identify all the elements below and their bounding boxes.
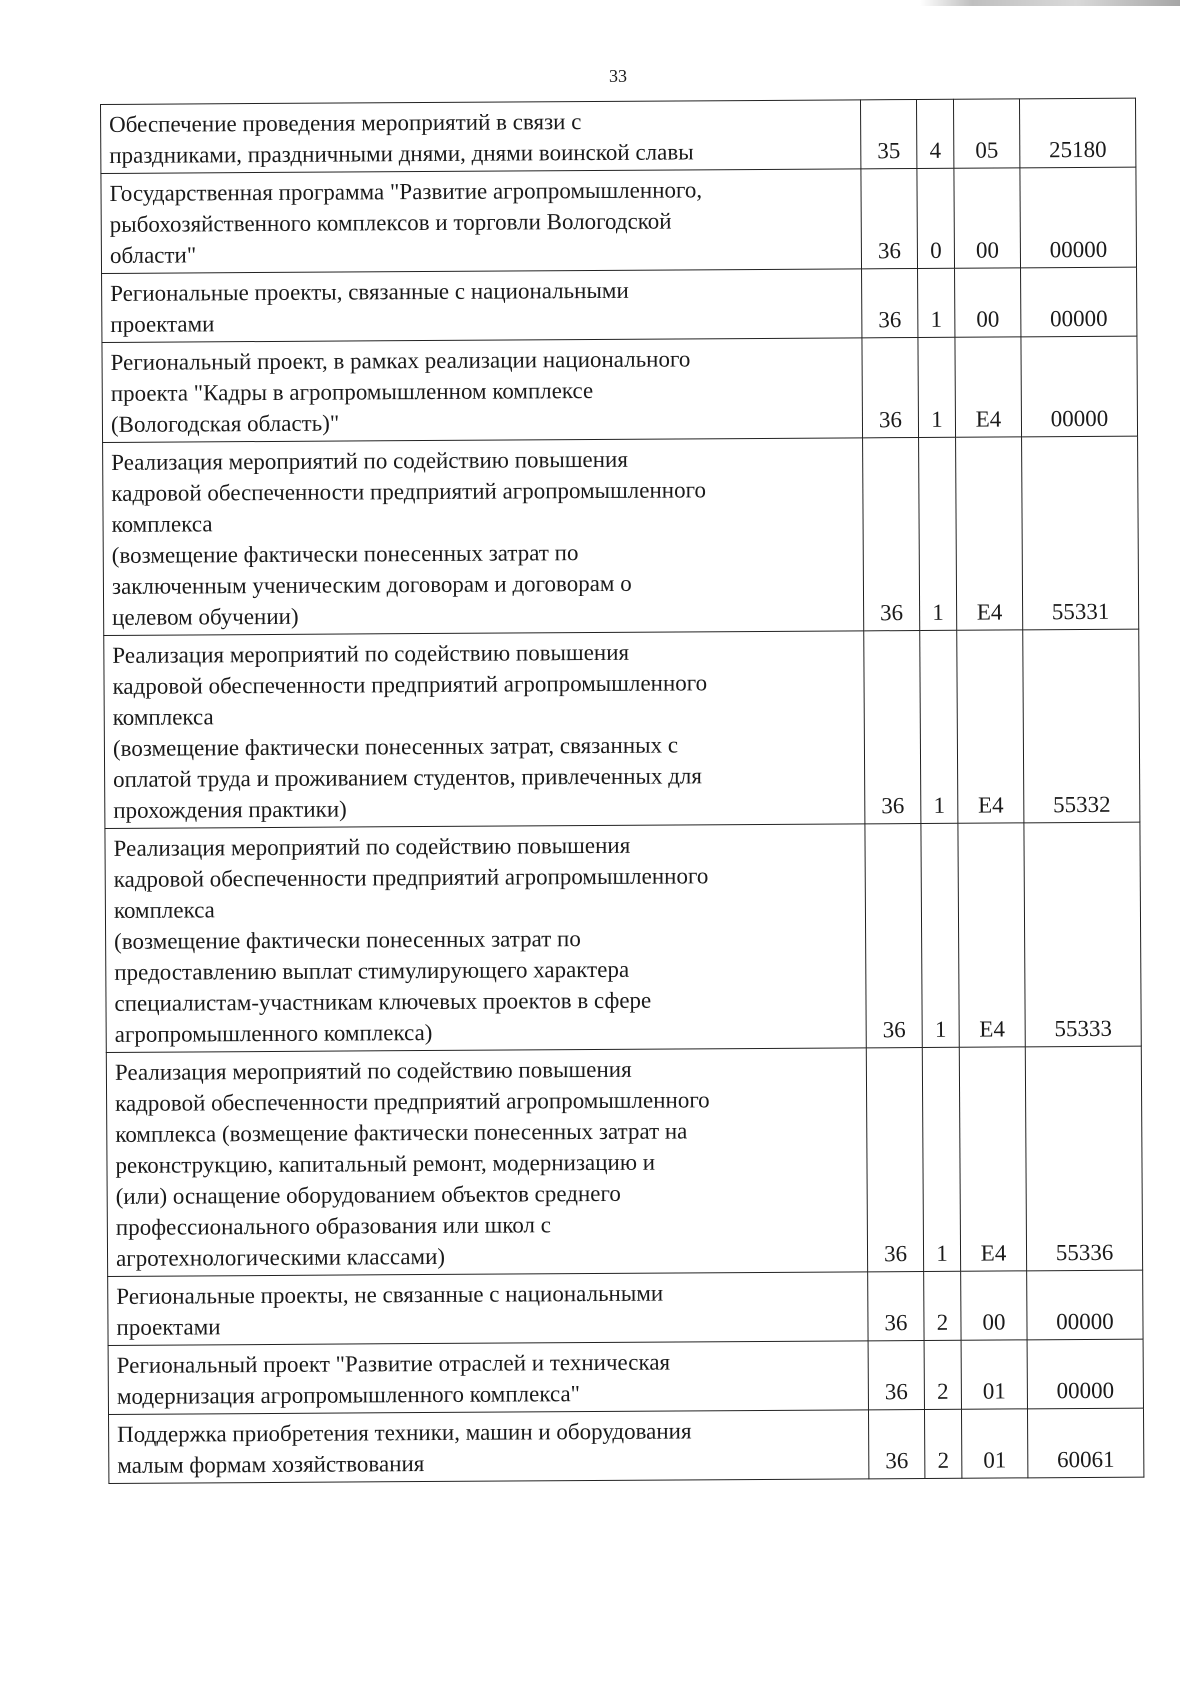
program-code: 36 bbox=[866, 1047, 923, 1271]
program-code: 36 bbox=[862, 338, 919, 438]
table-row bbox=[103, 436, 1139, 635]
project-code: E4 bbox=[957, 630, 1024, 823]
page-number: 33 bbox=[609, 66, 627, 86]
direction-code: 55336 bbox=[1025, 1046, 1142, 1271]
row-description: Региональные проекты, связанные с национальными проектами bbox=[102, 269, 862, 343]
subprogram-code: 1 bbox=[921, 823, 959, 1047]
scan-edge-mark bbox=[920, 0, 1180, 6]
program-code: 36 bbox=[868, 1409, 924, 1478]
project-code: 01 bbox=[961, 1409, 1027, 1478]
subprogram-code: 1 bbox=[919, 437, 957, 630]
subprogram-code: 1 bbox=[918, 268, 955, 337]
table-row bbox=[102, 336, 1138, 442]
row-description: Обеспечение проведения мероприятий в связи с праздниками, праздничными днями, днями воинской славы bbox=[101, 100, 861, 174]
direction-code: 00000 bbox=[1021, 267, 1137, 337]
program-code: 36 bbox=[862, 269, 918, 338]
table-row bbox=[108, 1339, 1143, 1414]
direction-code: 55331 bbox=[1022, 436, 1139, 630]
project-code: 00 bbox=[954, 168, 1021, 268]
row-description: Региональные проекты, не связанные с национальными проектами bbox=[108, 1272, 868, 1346]
row-description: Реализация мероприятий по содействию повышения кадровой обеспеченности предприятий агропромышленного комплекса (возмещение фактически понесенных затрат по предоставлению выплат стимулирующего характера специалистам-участникам ключевых проектов в сфере агропромышленного комплекса) bbox=[105, 824, 866, 1053]
program-code: 36 bbox=[863, 438, 920, 631]
subprogram-code: 0 bbox=[917, 168, 955, 268]
subprogram-code: 2 bbox=[924, 1271, 961, 1340]
project-code: E4 bbox=[959, 1047, 1026, 1271]
project-code: E4 bbox=[956, 437, 1023, 630]
direction-code: 00000 bbox=[1020, 167, 1137, 268]
program-code: 36 bbox=[864, 631, 921, 824]
project-code: E4 bbox=[958, 823, 1025, 1047]
direction-code: 25180 bbox=[1019, 98, 1135, 168]
row-description: Региональный проект "Развитие отраслей и техническая модернизация агропромышленного комплекса" bbox=[108, 1341, 868, 1415]
direction-code: 55332 bbox=[1023, 629, 1140, 823]
direction-code: 00000 bbox=[1027, 1270, 1143, 1340]
table-row bbox=[106, 1046, 1142, 1276]
row-description: Реализация мероприятий по содействию повышения кадровой обеспеченности предприятий агропромышленного комплекса (возмещение фактически понесенных затрат, связанных с оплатой труда и проживанием студентов, привлеченных для прохождения практики) bbox=[104, 631, 865, 829]
table-row bbox=[109, 1408, 1144, 1483]
subprogram-code: 4 bbox=[916, 99, 953, 168]
project-code: 05 bbox=[953, 99, 1019, 168]
direction-code: 00000 bbox=[1027, 1339, 1143, 1409]
table-row bbox=[105, 822, 1141, 1052]
row-description: Поддержка приобретения техники, машин и оборудования малым формам хозяйствования bbox=[109, 1410, 869, 1484]
subprogram-code: 2 bbox=[924, 1409, 961, 1478]
subprogram-code: 1 bbox=[922, 1047, 960, 1271]
subprogram-code: 2 bbox=[924, 1340, 961, 1409]
row-description: Реализация мероприятий по содействию повышения кадровой обеспеченности предприятий агропромышленного комплекса (возмещение фактически понесенных затрат на реконструкцию, капитальный ремонт, модернизацию и (или) оснащение оборудованием объектов среднего профессионального образования или школ с агротехнологическими классами) bbox=[106, 1048, 867, 1277]
budget-classification-table bbox=[100, 98, 1144, 1484]
direction-code: 55333 bbox=[1024, 822, 1141, 1047]
subprogram-code: 1 bbox=[918, 337, 956, 437]
row-description: Реализация мероприятий по содействию повышения кадровой обеспеченности предприятий агропромышленного комплекса (возмещение фактически понесенных затрат по заключенным ученическим договорам и договорам о целевом обучении) bbox=[103, 438, 864, 636]
table-row bbox=[108, 1270, 1143, 1345]
direction-code: 60061 bbox=[1027, 1408, 1143, 1478]
program-code: 36 bbox=[865, 823, 922, 1047]
table-row bbox=[101, 167, 1137, 273]
program-code: 36 bbox=[868, 1271, 924, 1340]
program-code: 36 bbox=[861, 169, 918, 269]
table-row bbox=[104, 629, 1140, 828]
row-description: Государственная программа "Развитие агропромышленного, рыбохозяйственного комплексов и торговли Вологодской области" bbox=[101, 169, 862, 274]
program-code: 36 bbox=[868, 1340, 924, 1409]
table-row bbox=[102, 267, 1137, 342]
project-code: 00 bbox=[955, 268, 1021, 337]
project-code: E4 bbox=[955, 337, 1022, 437]
program-code: 35 bbox=[860, 100, 916, 169]
row-description: Региональный проект, в рамках реализации национального проекта "Кадры в агропромышленном комплексе (Вологодская область)" bbox=[102, 338, 863, 443]
table-row bbox=[101, 98, 1136, 173]
project-code: 01 bbox=[961, 1340, 1027, 1409]
subprogram-code: 1 bbox=[920, 630, 958, 823]
direction-code: 00000 bbox=[1021, 336, 1138, 437]
project-code: 00 bbox=[961, 1271, 1027, 1340]
